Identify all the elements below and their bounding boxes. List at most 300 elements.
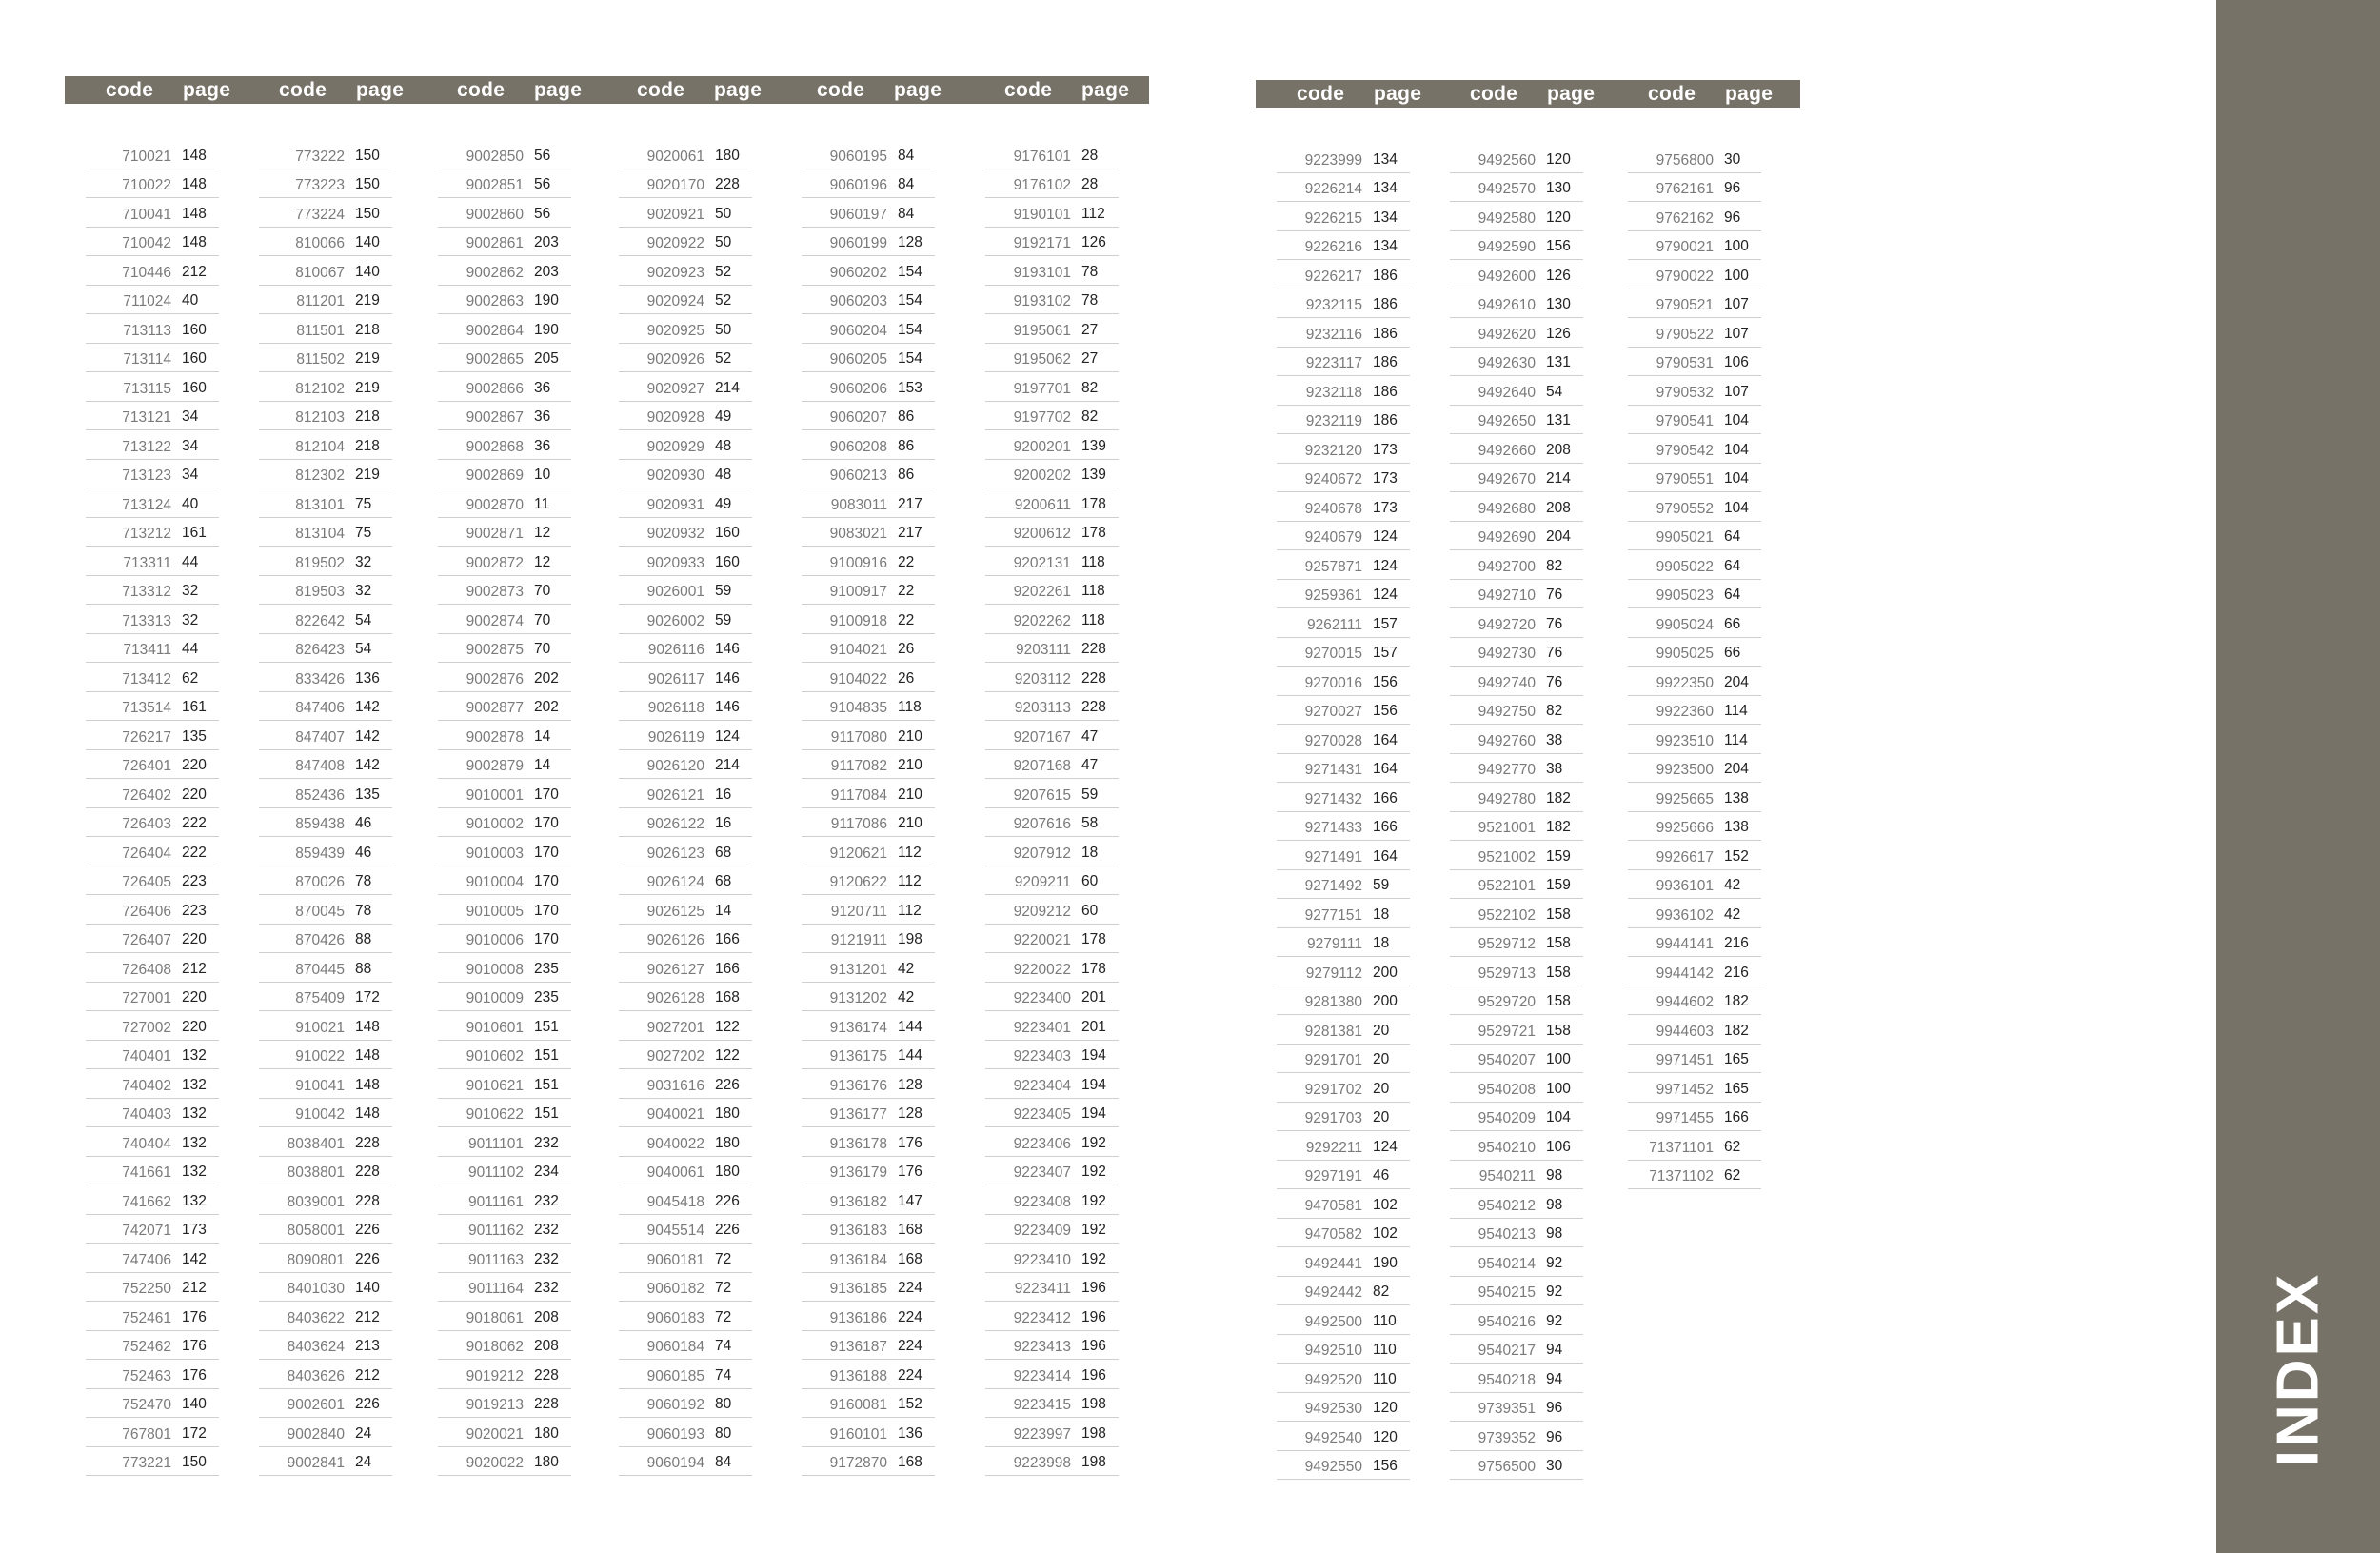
index-code: 810067 xyxy=(295,264,345,281)
index-code: 9790552 xyxy=(1656,500,1714,517)
index-code: 9971451 xyxy=(1656,1052,1714,1068)
index-page-number: 22 xyxy=(898,583,915,599)
index-code: 9100918 xyxy=(829,612,887,629)
index-code: 752470 xyxy=(122,1397,171,1413)
index-row xyxy=(438,256,571,286)
index-page-number: 96 xyxy=(1546,1428,1563,1445)
index-page-number: 122 xyxy=(715,1047,740,1064)
index-page-number: 135 xyxy=(355,786,380,803)
index-page-number: 48 xyxy=(715,437,732,454)
index-page-number: 50 xyxy=(715,234,732,250)
index-page-number: 228 xyxy=(1081,641,1106,657)
index-page-number: 226 xyxy=(355,1396,380,1412)
index-page-number: 54 xyxy=(355,611,372,628)
index-code: 9060208 xyxy=(829,438,887,455)
index-page-number: 132 xyxy=(182,1105,207,1122)
index-row xyxy=(438,808,571,838)
index-page-number: 218 xyxy=(355,321,380,338)
index-row xyxy=(802,488,935,518)
index-code: 9223408 xyxy=(1013,1193,1071,1210)
index-code: 9010601 xyxy=(466,1019,524,1036)
index-code: 727002 xyxy=(122,1019,171,1036)
index-page-number: 112 xyxy=(898,902,922,919)
index-page-number: 212 xyxy=(182,960,207,977)
index-row xyxy=(259,779,392,808)
index-row xyxy=(802,721,935,750)
index-row xyxy=(1277,173,1410,203)
index-row xyxy=(985,1389,1119,1419)
col3-page-header: page xyxy=(534,79,583,101)
index-row xyxy=(1628,928,1761,958)
index-row xyxy=(619,750,752,780)
index-row xyxy=(259,953,392,983)
index-code: 9002869 xyxy=(466,468,524,484)
index-row xyxy=(1628,957,1761,986)
index-row xyxy=(802,1273,935,1303)
index-page-number: 166 xyxy=(1373,819,1398,835)
index-page-number: 222 xyxy=(182,844,207,861)
index-row xyxy=(619,721,752,750)
index-page-number: 198 xyxy=(1081,1454,1106,1470)
index-code: 9492630 xyxy=(1478,355,1536,371)
index-page-number: 154 xyxy=(898,263,922,280)
index-code: 9223414 xyxy=(1013,1367,1071,1384)
index-row xyxy=(619,1418,752,1447)
index-row xyxy=(802,1360,935,1389)
index-code: 9020921 xyxy=(646,206,704,223)
index-row xyxy=(86,1244,219,1273)
index-page-number: 148 xyxy=(355,1076,380,1093)
index-code: 9121911 xyxy=(830,932,887,948)
index-row xyxy=(985,721,1119,750)
index-code: 910041 xyxy=(295,1077,345,1094)
index-page-number: 228 xyxy=(355,1134,380,1151)
index-row xyxy=(985,634,1119,664)
index-page-number: 168 xyxy=(898,1454,922,1470)
index-row xyxy=(802,605,935,634)
index-row xyxy=(438,605,571,634)
index-row xyxy=(1450,1335,1583,1364)
index-code: 9010004 xyxy=(466,874,524,890)
index-page-number: 164 xyxy=(1373,847,1398,865)
index-code: 9209211 xyxy=(1014,874,1071,890)
index-page-number: 226 xyxy=(715,1192,740,1209)
index-page-number: 135 xyxy=(182,727,207,745)
index-column-5 xyxy=(802,140,935,1476)
index-row xyxy=(438,576,571,606)
index-code: 9010005 xyxy=(466,903,524,920)
index-row xyxy=(259,286,392,315)
index-row xyxy=(438,1389,571,1419)
index-code: 9492760 xyxy=(1478,732,1536,749)
index-code: 9002601 xyxy=(287,1397,345,1413)
index-row xyxy=(985,402,1119,431)
index-code: 9136188 xyxy=(829,1367,887,1384)
index-row xyxy=(438,430,571,460)
index-page-number: 124 xyxy=(1373,528,1398,545)
index-page-number: 151 xyxy=(534,1047,559,1064)
index-code: 726407 xyxy=(122,932,171,948)
index-row xyxy=(259,228,392,257)
index-row xyxy=(619,430,752,460)
index-code: 9136178 xyxy=(829,1135,887,1152)
index-row xyxy=(1450,492,1583,522)
index-code: 9756500 xyxy=(1478,1459,1536,1475)
index-code: 9522102 xyxy=(1478,906,1536,924)
index-page-number: 82 xyxy=(1546,703,1563,719)
index-code: 710446 xyxy=(122,264,171,281)
index-row xyxy=(1628,986,1761,1016)
index-row xyxy=(1450,1364,1583,1393)
index-page-number: 158 xyxy=(1546,906,1571,923)
index-code: 870445 xyxy=(295,961,345,978)
index-code: 9292211 xyxy=(1305,1139,1362,1156)
index-page-number: 100 xyxy=(1724,238,1749,254)
index-code: 710041 xyxy=(122,206,171,223)
index-row xyxy=(985,228,1119,257)
index-code: 773224 xyxy=(295,206,345,223)
index-code: 9002861 xyxy=(466,235,524,251)
index-page-number: 104 xyxy=(1724,499,1749,516)
index-code: 9492770 xyxy=(1478,762,1536,778)
index-row xyxy=(86,1127,219,1157)
index-row xyxy=(619,779,752,808)
index-row xyxy=(1450,638,1583,667)
index-code: 9193101 xyxy=(1013,264,1071,281)
index-row xyxy=(1277,870,1410,900)
index-row xyxy=(259,430,392,460)
index-page-number: 186 xyxy=(1373,412,1398,428)
index-page-number: 220 xyxy=(182,786,207,803)
index-code: 9203112 xyxy=(1014,670,1071,687)
index-code: 9790022 xyxy=(1656,268,1714,285)
index-code: 9060206 xyxy=(829,380,887,397)
index-page-number: 204 xyxy=(1724,761,1749,777)
index-code: 9529713 xyxy=(1478,965,1536,982)
index-page-number: 151 xyxy=(534,1105,559,1122)
index-row xyxy=(259,1244,392,1273)
index-page-number: 210 xyxy=(898,727,922,745)
index-page-number: 134 xyxy=(1373,209,1398,226)
index-page-number: 219 xyxy=(355,292,380,309)
index-page-number: 107 xyxy=(1724,383,1749,400)
index-page-number: 212 xyxy=(182,263,207,280)
index-row xyxy=(619,198,752,228)
index-page-number: 232 xyxy=(534,1134,559,1151)
index-page-number: 76 xyxy=(1546,615,1563,632)
index-page-number: 112 xyxy=(898,844,922,861)
index-code: 910021 xyxy=(295,1019,345,1036)
index-row xyxy=(86,402,219,431)
index-code: 9020925 xyxy=(646,322,704,339)
index-row xyxy=(985,1099,1119,1128)
index-row xyxy=(1628,870,1761,900)
index-row xyxy=(1628,1073,1761,1103)
index-row xyxy=(619,140,752,169)
index-code: 811201 xyxy=(296,293,345,309)
index-code: 9136174 xyxy=(829,1019,887,1036)
index-row xyxy=(259,488,392,518)
index-page-number: 226 xyxy=(715,1222,740,1238)
index-page-number: 46 xyxy=(1373,1167,1390,1184)
index-page-number: 148 xyxy=(355,1105,380,1122)
index-row xyxy=(1277,1131,1410,1161)
index-row xyxy=(86,983,219,1012)
index-row xyxy=(619,1215,752,1244)
index-page-number: 170 xyxy=(534,902,559,919)
index-row xyxy=(1450,1451,1583,1481)
index-row xyxy=(802,1041,935,1070)
index-row xyxy=(802,895,935,925)
index-row xyxy=(1450,812,1583,842)
index-row xyxy=(802,1418,935,1447)
col6-page-header: page xyxy=(1081,79,1130,101)
index-page-number: 228 xyxy=(355,1164,380,1180)
index-code: 9002878 xyxy=(466,728,524,746)
index-row xyxy=(1277,1189,1410,1219)
index-row xyxy=(438,1360,571,1389)
index-page-number: 49 xyxy=(715,408,732,425)
index-page-number: 228 xyxy=(715,176,740,192)
index-page-number: 220 xyxy=(182,931,207,947)
index-code: 713113 xyxy=(123,322,171,339)
index-code: 9270027 xyxy=(1304,704,1362,720)
index-code: 9529712 xyxy=(1478,936,1536,952)
index-page-number: 138 xyxy=(1724,819,1749,835)
index-row xyxy=(86,1185,219,1215)
index-row xyxy=(1628,406,1761,435)
index-page-number: 52 xyxy=(715,292,732,309)
index-code: 9026122 xyxy=(646,816,704,832)
index-code: 726217 xyxy=(122,728,171,746)
index-row xyxy=(1450,406,1583,435)
index-page-number: 134 xyxy=(1373,180,1398,196)
index-code: 710021 xyxy=(122,148,171,165)
index-code: 9944603 xyxy=(1656,1023,1714,1040)
index-row xyxy=(619,983,752,1012)
index-page-number: 159 xyxy=(1546,847,1571,865)
index-code: 847407 xyxy=(295,728,345,746)
index-row xyxy=(259,605,392,634)
index-row xyxy=(1277,1305,1410,1335)
index-row xyxy=(86,750,219,780)
index-code: 9026127 xyxy=(646,961,704,978)
index-page-number: 147 xyxy=(898,1192,922,1209)
index-code: 9020929 xyxy=(646,438,704,455)
index-code: 752463 xyxy=(122,1367,171,1384)
index-page-number: 20 xyxy=(1373,1109,1390,1125)
index-page-number: 170 xyxy=(534,815,559,831)
index-row xyxy=(438,1331,571,1361)
index-code: 752461 xyxy=(122,1309,171,1326)
index-row xyxy=(1450,783,1583,812)
index-page-number: 152 xyxy=(898,1396,922,1412)
index-row xyxy=(86,228,219,257)
col4-page-header: page xyxy=(714,79,763,101)
index-row xyxy=(86,576,219,606)
index-page-number: 32 xyxy=(355,583,372,599)
index-code: 8038401 xyxy=(287,1135,345,1152)
index-code: 812102 xyxy=(295,380,345,397)
index-row xyxy=(86,925,219,954)
index-page-number: 158 xyxy=(1546,1022,1571,1039)
index-row xyxy=(619,1157,752,1186)
index-row xyxy=(985,1069,1119,1099)
index-row xyxy=(1628,696,1761,726)
index-code: 9271491 xyxy=(1304,848,1362,866)
index-row xyxy=(619,1273,752,1303)
index-code: 9240678 xyxy=(1304,500,1362,517)
index-page-number: 200 xyxy=(1373,993,1398,1009)
index-row xyxy=(86,605,219,634)
index-row xyxy=(619,1244,752,1273)
index-code: 726401 xyxy=(122,758,171,774)
index-row xyxy=(985,1185,1119,1215)
index-row xyxy=(619,1447,752,1477)
index-row xyxy=(1628,1103,1761,1132)
index-page-number: 182 xyxy=(1724,993,1749,1009)
index-code: 9259361 xyxy=(1304,587,1362,604)
index-row xyxy=(438,1069,571,1099)
index-row xyxy=(985,837,1119,866)
index-code: 9020022 xyxy=(466,1455,524,1471)
index-page-number: 128 xyxy=(898,1076,922,1093)
index-row xyxy=(86,140,219,169)
index-row xyxy=(802,983,935,1012)
index-page-number: 204 xyxy=(1546,528,1571,545)
index-page-number: 228 xyxy=(1081,669,1106,687)
index-header-left xyxy=(65,76,1149,104)
index-code: 9010006 xyxy=(466,932,524,948)
index-page-number: 156 xyxy=(1373,673,1398,690)
index-page-number: 64 xyxy=(1724,587,1741,603)
index-code: 9060181 xyxy=(646,1251,704,1268)
index-code: 9492780 xyxy=(1478,790,1536,807)
index-code: 8038801 xyxy=(287,1165,345,1181)
index-page-number: 98 xyxy=(1546,1196,1563,1213)
index-row xyxy=(259,808,392,838)
index-row xyxy=(1277,580,1410,609)
index-page-number: 42 xyxy=(1724,877,1741,893)
index-code: 9226216 xyxy=(1304,239,1362,255)
index-column-7 xyxy=(1277,144,1410,1480)
index-code: 9925665 xyxy=(1656,790,1714,807)
index-page-number: 74 xyxy=(715,1366,732,1384)
index-code: 9104022 xyxy=(829,670,887,687)
index-code: 9540213 xyxy=(1478,1226,1536,1243)
index-page-number: 165 xyxy=(1724,1080,1749,1097)
index-page-number: 165 xyxy=(1724,1051,1749,1067)
index-code: 9905021 xyxy=(1656,529,1714,546)
index-code: 9002875 xyxy=(466,642,524,658)
index-page-number: 160 xyxy=(182,321,207,338)
index-code: 9905022 xyxy=(1656,558,1714,575)
index-page-number: 205 xyxy=(534,350,559,367)
index-row xyxy=(619,344,752,373)
index-code: 9492600 xyxy=(1478,268,1536,285)
index-row xyxy=(1450,1161,1583,1190)
index-page-number: 126 xyxy=(1081,234,1106,250)
index-row xyxy=(619,1360,752,1389)
index-page-number: 219 xyxy=(355,467,380,483)
index-code: 9200612 xyxy=(1013,526,1071,542)
index-code: 9207615 xyxy=(1013,786,1071,804)
index-row xyxy=(438,286,571,315)
index-code: 9277151 xyxy=(1304,906,1362,924)
index-row xyxy=(1277,812,1410,842)
index-row xyxy=(1450,899,1583,928)
index-code: 9136183 xyxy=(829,1223,887,1239)
index-code: 9470582 xyxy=(1304,1226,1362,1243)
index-page-number: 132 xyxy=(182,1076,207,1093)
col2-code-header: code xyxy=(279,79,327,101)
index-column-4 xyxy=(619,140,752,1476)
index-code: 9223411 xyxy=(1014,1281,1071,1297)
index-row xyxy=(802,750,935,780)
index-page-number: 10 xyxy=(534,467,551,483)
index-code: 9002860 xyxy=(466,206,524,223)
index-page-number: 76 xyxy=(1546,645,1563,661)
index-code: 9790532 xyxy=(1656,384,1714,401)
index-row xyxy=(619,1331,752,1361)
index-code: 9492570 xyxy=(1478,181,1536,197)
index-row xyxy=(1450,202,1583,231)
index-page-number: 18 xyxy=(1081,844,1099,861)
index-page-number: 126 xyxy=(1546,267,1571,284)
index-page-number: 213 xyxy=(355,1338,380,1354)
index-page-number: 12 xyxy=(534,525,551,541)
index-row xyxy=(1628,1131,1761,1161)
index-page-number: 186 xyxy=(1373,325,1398,342)
index-code: 9160101 xyxy=(829,1425,887,1443)
index-row xyxy=(802,837,935,866)
index-code: 9209212 xyxy=(1013,903,1071,920)
index-row xyxy=(259,692,392,722)
index-row xyxy=(259,663,392,692)
index-row xyxy=(86,488,219,518)
index-code: 9492670 xyxy=(1478,471,1536,488)
index-page-number: 182 xyxy=(1546,789,1571,806)
index-code: 9117082 xyxy=(830,758,887,774)
index-row xyxy=(985,286,1119,315)
index-code: 870426 xyxy=(295,932,345,948)
index-row xyxy=(619,1099,752,1128)
index-code: 9160081 xyxy=(829,1397,887,1413)
index-header-right xyxy=(1256,80,1800,108)
index-row xyxy=(1277,1277,1410,1306)
index-page-number: 194 xyxy=(1081,1076,1106,1093)
index-page-number: 153 xyxy=(898,379,922,396)
index-row xyxy=(86,1418,219,1447)
index-page-number: 124 xyxy=(1373,587,1398,603)
index-page-number: 134 xyxy=(1373,238,1398,254)
index-code: 9540218 xyxy=(1478,1371,1536,1388)
index-page-number: 64 xyxy=(1724,528,1741,545)
index-page-number: 180 xyxy=(534,1454,559,1470)
index-row xyxy=(1277,348,1410,377)
index-row xyxy=(619,314,752,344)
index-page-number: 226 xyxy=(355,1222,380,1238)
index-page-number: 78 xyxy=(1081,263,1099,280)
index-row xyxy=(259,547,392,576)
index-row xyxy=(259,1041,392,1070)
index-code: 9002850 xyxy=(466,148,524,165)
index-code: 9026002 xyxy=(646,612,704,629)
index-page-number: 128 xyxy=(898,1105,922,1122)
index-code: 870026 xyxy=(295,874,345,890)
index-page-number: 173 xyxy=(1373,441,1398,458)
index-row xyxy=(802,1099,935,1128)
